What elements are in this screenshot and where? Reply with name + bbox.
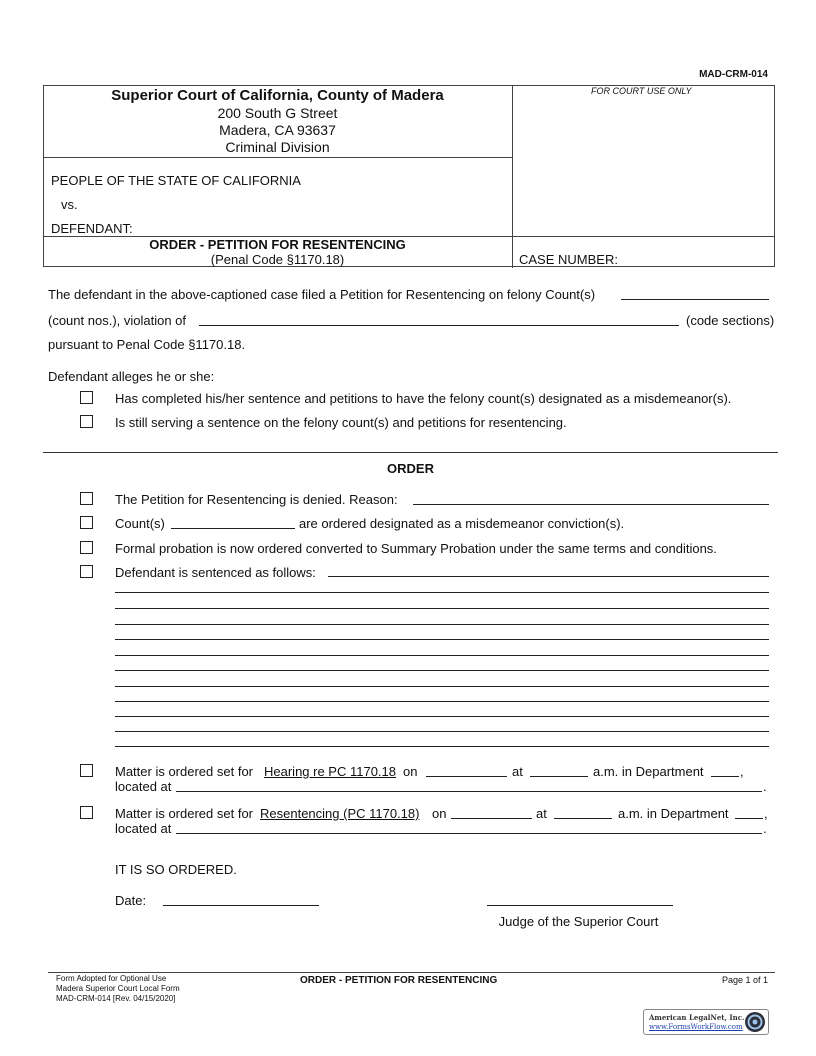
checkbox-hearing[interactable] [80,764,93,777]
resentencing-prefix: Matter is ordered set for [115,806,253,821]
sentence-line[interactable] [115,731,769,732]
intro-line3: pursuant to Penal Code §1170.18. [48,337,246,352]
order-heading: ORDER [387,461,434,476]
denied-label: The Petition for Resentencing is denied. Reason: [115,492,398,507]
hearing-location-field[interactable] [176,791,762,792]
form-subtitle: (Penal Code §1170.18) [210,252,345,267]
hearing-located-label: located at [115,779,172,794]
checkbox-probation[interactable] [80,541,93,554]
sentenced-label: Defendant is sentenced as follows: [115,565,316,580]
hearing-dept-label: a.m. in Department [593,764,704,779]
intro-line2-suffix: (code sections) [686,313,775,328]
resentencing-dept-field[interactable] [735,818,763,819]
hearing-time-field[interactable] [530,776,588,777]
court-use-label: FOR COURT USE ONLY [591,86,692,96]
footer-title: ORDER - PETITION FOR RESENTENCING [300,975,498,986]
footer-page: Page 1 of 1 [721,975,768,985]
vendor-emblem-icon [744,1011,766,1033]
option-still-serving: Is still serving a sentence on the felony count(s) and petitions for resentencing. [115,415,567,430]
date-label: Date: [115,893,147,908]
resentencing-located-label: located at [115,821,172,836]
form-id: MAD-CRM-014 [699,69,768,80]
checkbox-still-serving[interactable] [80,415,93,428]
probation-label: Formal probation is now ordered converted to Summary Probation under the same terms and conditions. [115,541,717,556]
vendor-url: www.FormsWorkFlow.com [649,1023,743,1031]
checkbox-sentenced[interactable] [80,565,93,578]
resentencing-type: Resentencing (PC 1170.18) [260,806,420,821]
sentence-line[interactable] [115,639,769,640]
sentence-line[interactable] [115,746,769,747]
checkbox-completed-sentence[interactable] [80,391,93,404]
checkbox-misdemeanor[interactable] [80,516,93,529]
misdemeanor-counts-field[interactable] [171,528,295,529]
alleges-label: Defendant alleges he or she: [48,369,215,384]
sentence-line[interactable] [115,592,769,593]
hearing-at: at [512,764,523,779]
checkbox-resentencing[interactable] [80,806,93,819]
sentence-line[interactable] [115,608,769,609]
judge-signature-field[interactable] [487,905,673,906]
footer-adopted-line2: Madera Superior Court Local Form [56,984,180,993]
resentencing-on: on [432,806,447,821]
violation-field[interactable] [199,325,679,326]
judge-label: Judge of the Superior Court [498,914,659,929]
court-address-line2: Madera, CA 93637 [219,122,336,138]
defendant-field[interactable] [140,218,500,234]
sentence-line[interactable] [115,670,769,671]
checkbox-denied[interactable] [80,492,93,505]
court-address-line1: 200 South G Street [217,105,338,121]
resentencing-time-field[interactable] [554,818,612,819]
case-number-field[interactable] [625,250,770,265]
resentencing-date-field[interactable] [451,818,532,819]
intro-line1: The defendant in the above-captioned case filed a Petition for Resentencing on felony Count(s) [48,287,596,302]
misdemeanor-prefix: Count(s) [115,516,165,531]
hearing-date-field[interactable] [426,776,507,777]
resentencing-location-field[interactable] [176,833,762,834]
vendor-name: American LegalNet, Inc. [649,1013,745,1022]
hearing-prefix: Matter is ordered set for [115,764,253,779]
sentence-line[interactable] [115,686,769,687]
sentence-line[interactable] [115,716,769,717]
section-divider [43,452,778,453]
defendant-label: DEFENDANT: [51,221,133,236]
footer-adopted [56,974,180,1004]
denied-reason-field[interactable] [413,504,769,505]
sentence-line[interactable] [115,701,769,702]
court-division: Criminal Division [225,139,330,155]
vendor-logo[interactable] [643,1009,769,1035]
counts-field[interactable] [621,299,769,300]
intro-line2-prefix: (count nos.), violation of [48,313,187,328]
form-title: ORDER - PETITION FOR RESENTENCING [149,237,406,252]
date-field[interactable] [163,905,319,906]
resentencing-comma: , [764,806,768,821]
footer-adopted-line3: MAD-CRM-014 [Rev. 04/15/2020] [56,994,176,1003]
hearing-comma: , [740,764,744,779]
hearing-dept-field[interactable] [711,776,739,777]
hearing-period: . [763,779,767,794]
misdemeanor-suffix: are ordered designated as a misdemeanor conviction(s). [299,516,625,531]
option-completed-sentence: Has completed his/her sentence and petitions to have the felony count(s) designated as a misdemeanor(s). [115,391,732,406]
case-number-label: CASE NUMBER: [519,252,618,267]
hearing-type: Hearing re PC 1170.18 [264,764,397,779]
so-ordered: IT IS SO ORDERED. [115,862,237,877]
footer-adopted-line1: Form Adopted for Optional Use [56,974,167,983]
sentence-line[interactable] [328,576,769,577]
people-label: PEOPLE OF THE STATE OF CALIFORNIA [51,173,301,188]
sentence-line[interactable] [115,655,769,656]
resentencing-at: at [536,806,547,821]
footer-rule [48,972,775,973]
resentencing-dept-label: a.m. in Department [618,806,729,821]
court-name: Superior Court of California, County of Madera [111,87,444,104]
resentencing-period: . [763,821,767,836]
hearing-on: on [403,764,418,779]
sentence-line[interactable] [115,624,769,625]
vs-label: vs. [61,197,78,212]
